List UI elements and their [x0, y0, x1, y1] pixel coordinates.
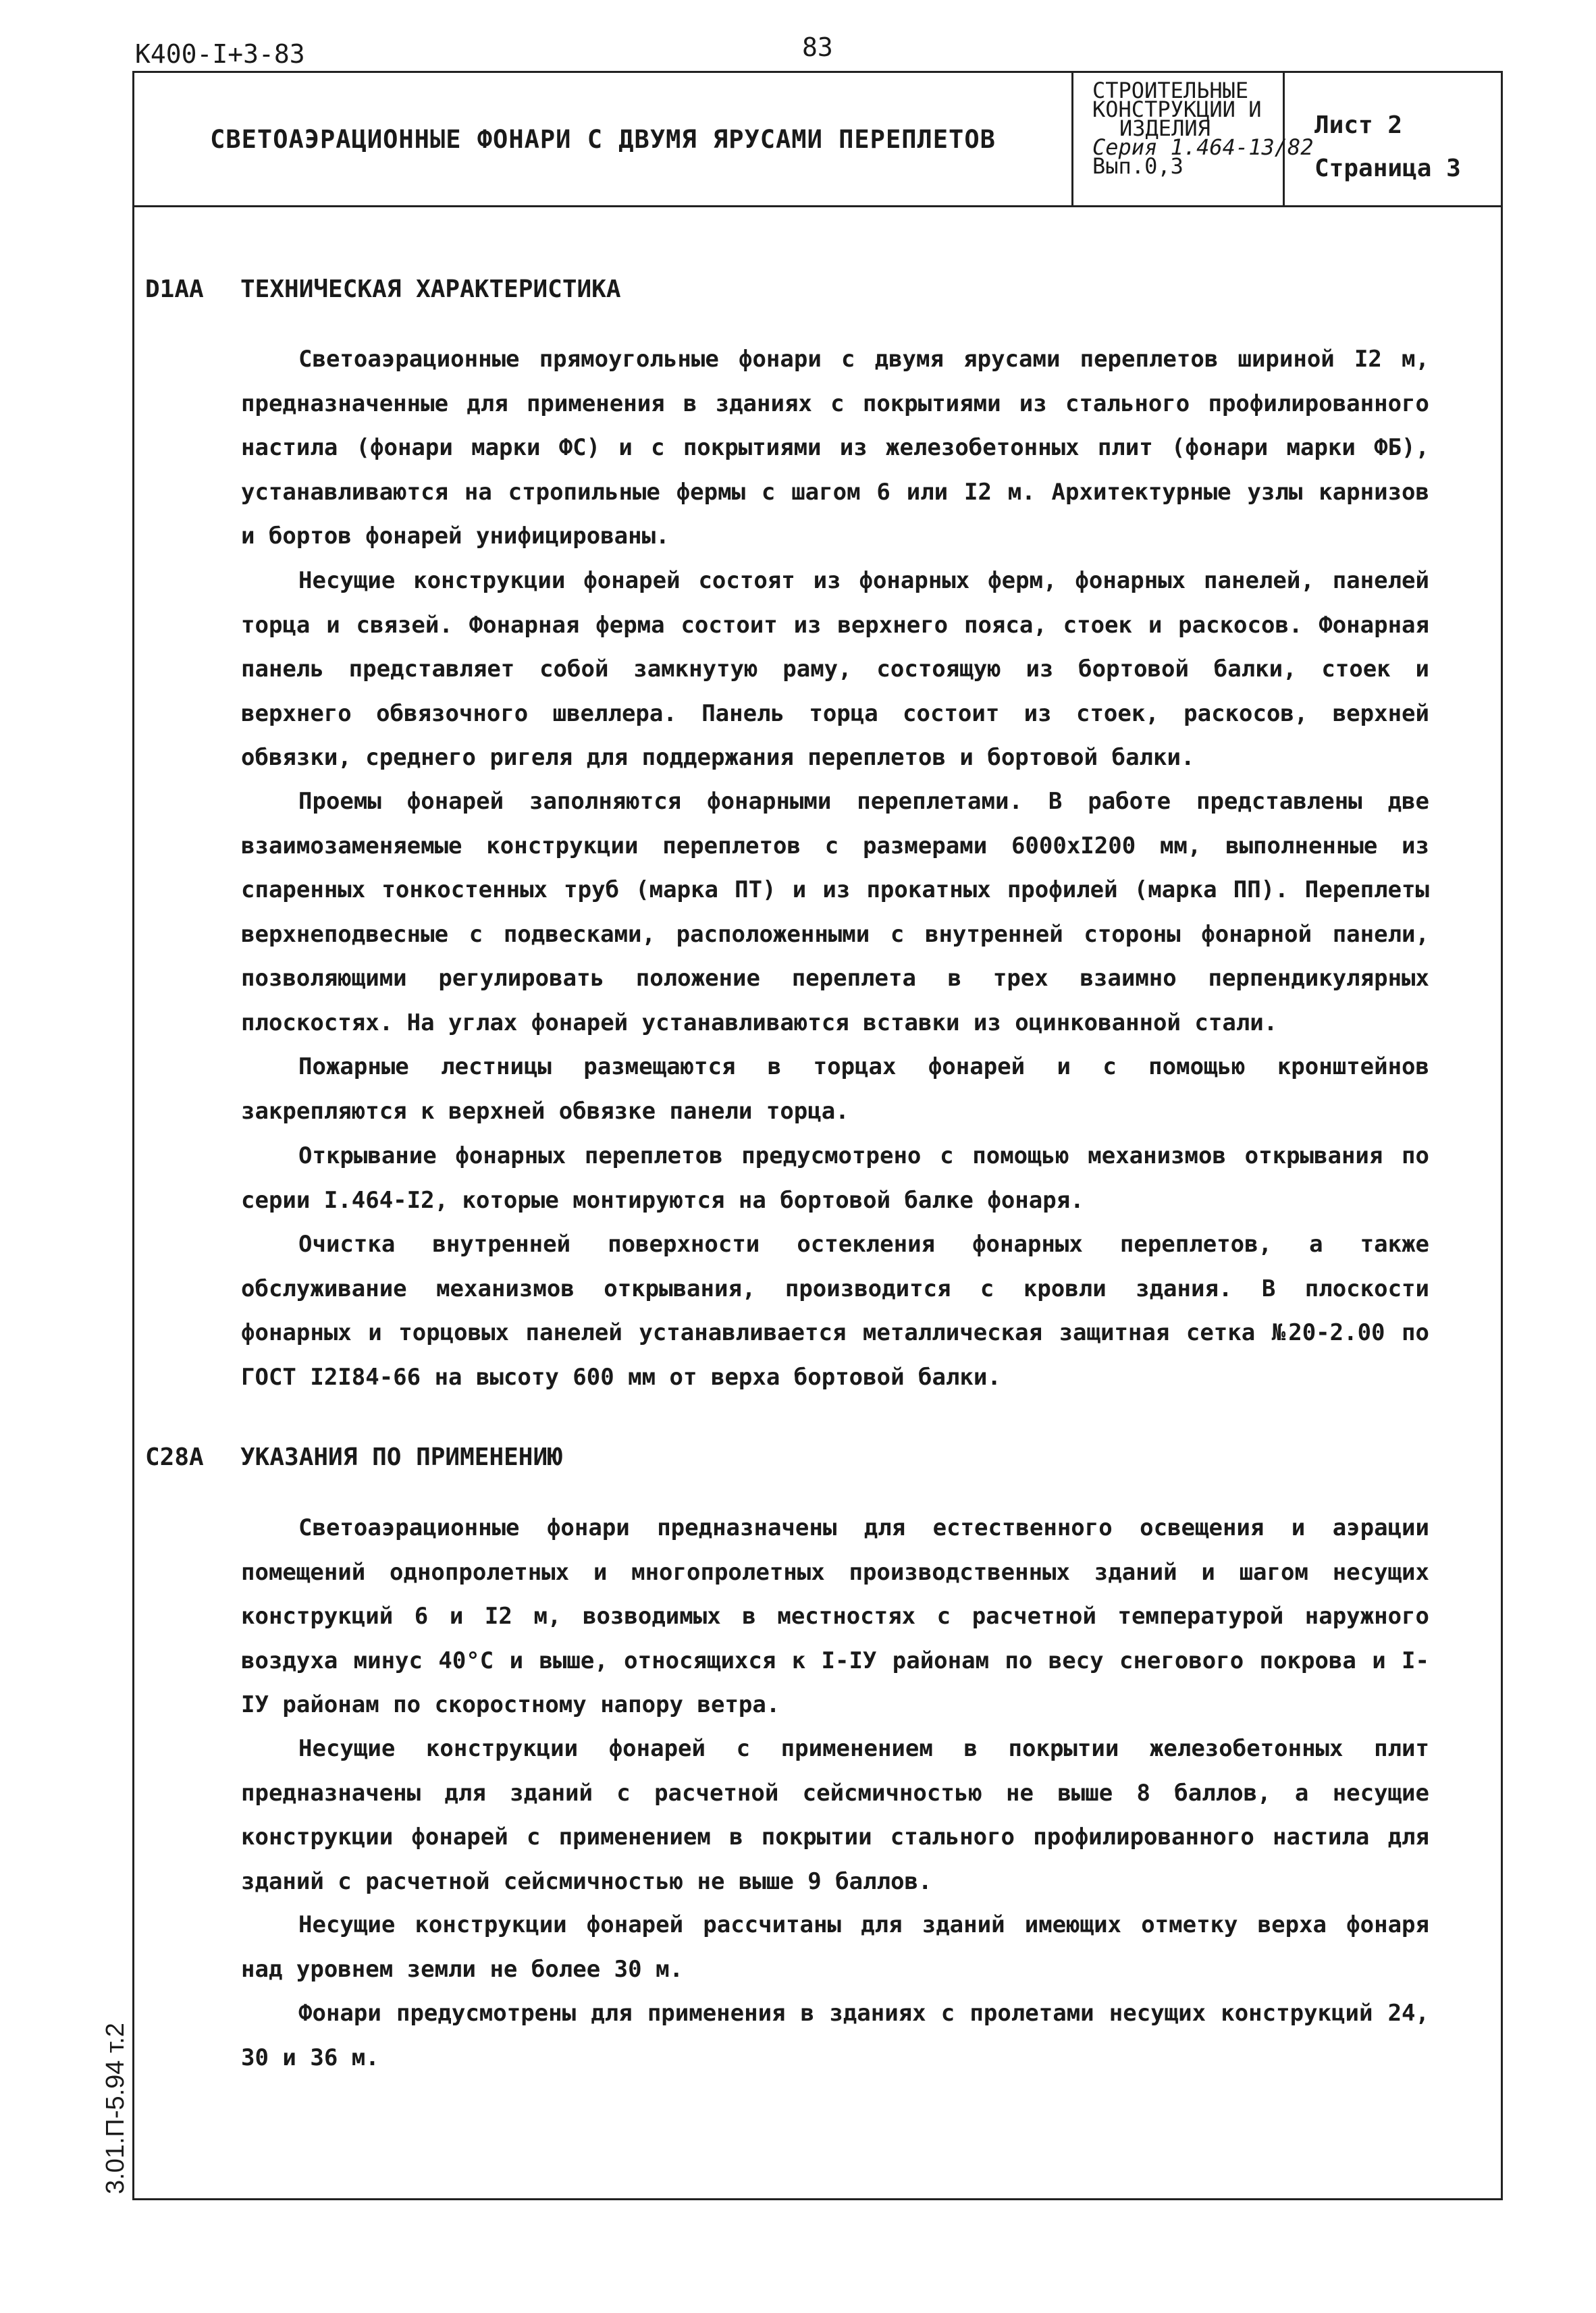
series-line: СТРОИТЕЛЬНЫЕ: [1092, 78, 1249, 103]
series-line: ИЗДЕЛИЯ: [1119, 115, 1211, 141]
series-cell: [1071, 73, 1314, 205]
section-code: C28A: [145, 1443, 204, 1471]
paragraph: Очистка внутренней поверхности остекления фонарных переплетов, а также обслуживание механизмов открывания, производится с кровли здания. В плоскости фонарных и торцовых панелей устанавливается металлическая защитная сетка №20-2.00 по ГОСТ I2I84-66 на высоту 600 мм от верха бортовой балки.: [241, 1231, 1429, 1391]
section-code: D1AA: [145, 275, 204, 303]
title-block: [134, 73, 1501, 207]
series-line: КОНСТРУКЦИИ И: [1092, 97, 1262, 122]
section-title: УКАЗАНИЯ ПО ПРИМЕНЕНИЮ: [240, 1443, 562, 1471]
page-label: Страница 3: [1314, 155, 1461, 182]
document-title: СВЕТОАЭРАЦИОННЫЕ ФОНАРИ С ДВУМЯ ЯРУСАМИ ПЕРЕПЛЕТОВ: [210, 124, 996, 154]
issue-number: Вып.0,3: [1092, 153, 1183, 179]
document-code: К400-I+3-83: [135, 39, 305, 69]
page-frame: [132, 71, 1503, 2200]
paragraph: Фонари предусмотрены для применения в зданиях с пролетами несущих конструкций 24, 30 и 36 м.: [241, 2000, 1429, 2071]
paragraph: Пожарные лестницы размещаются в торцах фонарей и с помощью кронштейнов закрепляются к верхней обвязке панели торца.: [241, 1053, 1429, 1125]
paragraph: Несущие конструкции фонарей состоят из фонарных ферм, фонарных панелей, панелей торца и связей. Фонарная ферма состоит из верхнего пояса, стоек и раскосов. Фонарная панель представляет собой замкнутую раму, состоящую из бортовой балки, стоек и верхнего обвязочного швеллера. Панель торца состоит из стоек, раскосов, верхней обвязки, среднего ригеля для поддержания переплетов и бортовой балки.: [241, 567, 1429, 771]
paragraph: Несущие конструкции фонарей с применением в покрытии железобетонных плит предназначены для зданий с расчетной сейсмичностью не выше 8 баллов, а несущие конструкции фонарей с применением в покрытии стального профилированного настила для зданий с расчетной сейсмичностью не выше 9 баллов.: [241, 1735, 1429, 1895]
paragraph: Открывание фонарных переплетов предусмотрено с помощью механизмов открывания по серии I.464-I2, которые монтируются на бортовой балке фонаря.: [241, 1142, 1429, 1214]
paragraph: Проемы фонарей заполняются фонарными переплетами. В работе представлены две взаимозаменяемые конструкции переплетов с размерами 6000хI200 мм, выполненные из спаренных тонкостенных труб (марка ПТ) и из прокатных профилей (марка ПП). Переплеты верхнеподвесные с подвесками, расположенными с внутренней стороны фонарной панели, позволяющими регулировать положение переплета в трех взаимно перпендикулярных плоскостях. На углах фонарей устанавливаются вставки из оцинкованной стали.: [241, 788, 1429, 1036]
page-number: 83: [802, 32, 833, 62]
side-document-code: 3.01.П-5.94 т.2: [101, 2023, 130, 2194]
sheet-cell: [1287, 73, 1501, 205]
section-title: ТЕХНИЧЕСКАЯ ХАРАКТЕРИСТИКА: [240, 275, 621, 303]
series-number: Серия 1.464-13/82: [1092, 134, 1314, 160]
sheet-number: Лист 2: [1314, 111, 1403, 139]
paragraph: Светоаэрационные прямоугольные фонари с двумя ярусами переплетов шириной I2 м, предназначенные для применения в зданиях с покрытиями из стального профилированного настила (фонари марки ФС) и с покрытиями из железобетонных плит (фонари марки ФБ), устанавливаются на стропильные фермы с шагом 6 или I2 м. Архитектурные узлы карнизов и бортов фонарей унифицированы.: [241, 346, 1429, 550]
paragraph: Светоаэрационные фонари предназначены для естественного освещения и аэрации помещений однопролетных и многопролетных производственных зданий и шагом несущих конструкций 6 и I2 м, возводимых в местностях с расчетной температурой наружного воздуха минус 40°С и выше, относящихся к I-IУ районам по весу снегового покрова и I-IУ районам по скоростному напору ветра.: [241, 1514, 1429, 1718]
paragraph: Несущие конструкции фонарей рассчитаны для зданий имеющих отметку верха фонаря над уровнем земли не более 30 м.: [241, 1911, 1429, 1983]
